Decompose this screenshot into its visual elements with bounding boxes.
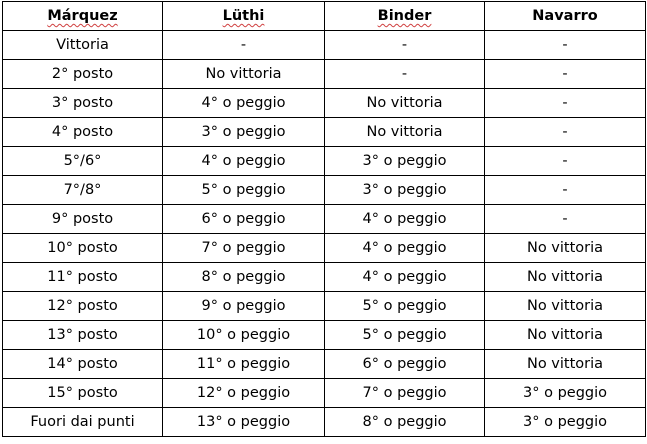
table-row	[3, 176, 646, 205]
header-row	[3, 2, 646, 31]
table-cell-binder: 4° o peggio	[325, 234, 485, 263]
table-cell-luthi: 11° o peggio	[163, 350, 325, 379]
table-row	[3, 205, 646, 234]
table-cell-binder: 5° o peggio	[325, 292, 485, 321]
table-cell-luthi: -	[163, 31, 325, 60]
table-cell-binder: 3° o peggio	[325, 176, 485, 205]
table-cell-luthi: 4° o peggio	[163, 147, 325, 176]
table-cell-binder: 4° o peggio	[325, 263, 485, 292]
table-cell-navarro: -	[485, 89, 646, 118]
table-cell-marquez: 12° posto	[3, 292, 163, 321]
table-cell-luthi: 6° o peggio	[163, 205, 325, 234]
table-cell-marquez: 14° posto	[3, 350, 163, 379]
table-row	[3, 118, 646, 147]
header-cell-navarro: Navarro	[485, 2, 646, 31]
table-cell-navarro: -	[485, 176, 646, 205]
table-row	[3, 292, 646, 321]
championship-scenario-table	[2, 1, 646, 437]
table-cell-marquez: 10° posto	[3, 234, 163, 263]
table-body	[3, 31, 646, 437]
table-cell-marquez: 13° posto	[3, 321, 163, 350]
table-row	[3, 234, 646, 263]
table-row	[3, 147, 646, 176]
table-row	[3, 263, 646, 292]
table-cell-navarro: -	[485, 60, 646, 89]
header-cell-luthi: Lüthi	[163, 2, 325, 31]
header-cell-marquez: Márquez	[3, 2, 163, 31]
table-cell-binder: 6° o peggio	[325, 350, 485, 379]
table-cell-navarro: No vittoria	[485, 234, 646, 263]
table-cell-luthi: 4° o peggio	[163, 89, 325, 118]
table-cell-navarro: 3° o peggio	[485, 379, 646, 408]
table-cell-navarro: 3° o peggio	[485, 408, 646, 437]
table-cell-binder: 4° o peggio	[325, 205, 485, 234]
table-cell-navarro: -	[485, 118, 646, 147]
table-cell-marquez: Fuori dai punti	[3, 408, 163, 437]
table-cell-luthi: 9° o peggio	[163, 292, 325, 321]
table-row	[3, 60, 646, 89]
table-cell-marquez: 7°/8°	[3, 176, 163, 205]
table-row	[3, 350, 646, 379]
table-cell-navarro: No vittoria	[485, 292, 646, 321]
table-row	[3, 379, 646, 408]
table-cell-navarro: No vittoria	[485, 321, 646, 350]
table-cell-marquez: 15° posto	[3, 379, 163, 408]
table-cell-binder: -	[325, 60, 485, 89]
table-cell-luthi: 12° o peggio	[163, 379, 325, 408]
table-cell-luthi: 13° o peggio	[163, 408, 325, 437]
table-cell-luthi: 10° o peggio	[163, 321, 325, 350]
table-cell-marquez: 11° posto	[3, 263, 163, 292]
table-cell-luthi: 5° o peggio	[163, 176, 325, 205]
header-cell-binder: Binder	[325, 2, 485, 31]
table-cell-marquez: 4° posto	[3, 118, 163, 147]
table-cell-binder: 5° o peggio	[325, 321, 485, 350]
table-cell-luthi: 8° o peggio	[163, 263, 325, 292]
table-cell-binder: No vittoria	[325, 118, 485, 147]
table-cell-marquez: 2° posto	[3, 60, 163, 89]
table-cell-marquez: 9° posto	[3, 205, 163, 234]
table-row	[3, 408, 646, 437]
table-row	[3, 89, 646, 118]
table-cell-luthi: 3° o peggio	[163, 118, 325, 147]
table-cell-binder: 8° o peggio	[325, 408, 485, 437]
table-cell-navarro: -	[485, 31, 646, 60]
table-cell-navarro: -	[485, 147, 646, 176]
table-cell-navarro: No vittoria	[485, 350, 646, 379]
table-cell-luthi: No vittoria	[163, 60, 325, 89]
table-cell-marquez: 3° posto	[3, 89, 163, 118]
table-row	[3, 31, 646, 60]
table-cell-binder: 7° o peggio	[325, 379, 485, 408]
table-cell-marquez: Vittoria	[3, 31, 163, 60]
table-row	[3, 321, 646, 350]
table-cell-binder: -	[325, 31, 485, 60]
table-cell-navarro: -	[485, 205, 646, 234]
table-cell-binder: No vittoria	[325, 89, 485, 118]
table-cell-navarro: No vittoria	[485, 263, 646, 292]
table-cell-luthi: 7° o peggio	[163, 234, 325, 263]
table-cell-binder: 3° o peggio	[325, 147, 485, 176]
scenario-table-container	[2, 1, 646, 437]
table-cell-marquez: 5°/6°	[3, 147, 163, 176]
